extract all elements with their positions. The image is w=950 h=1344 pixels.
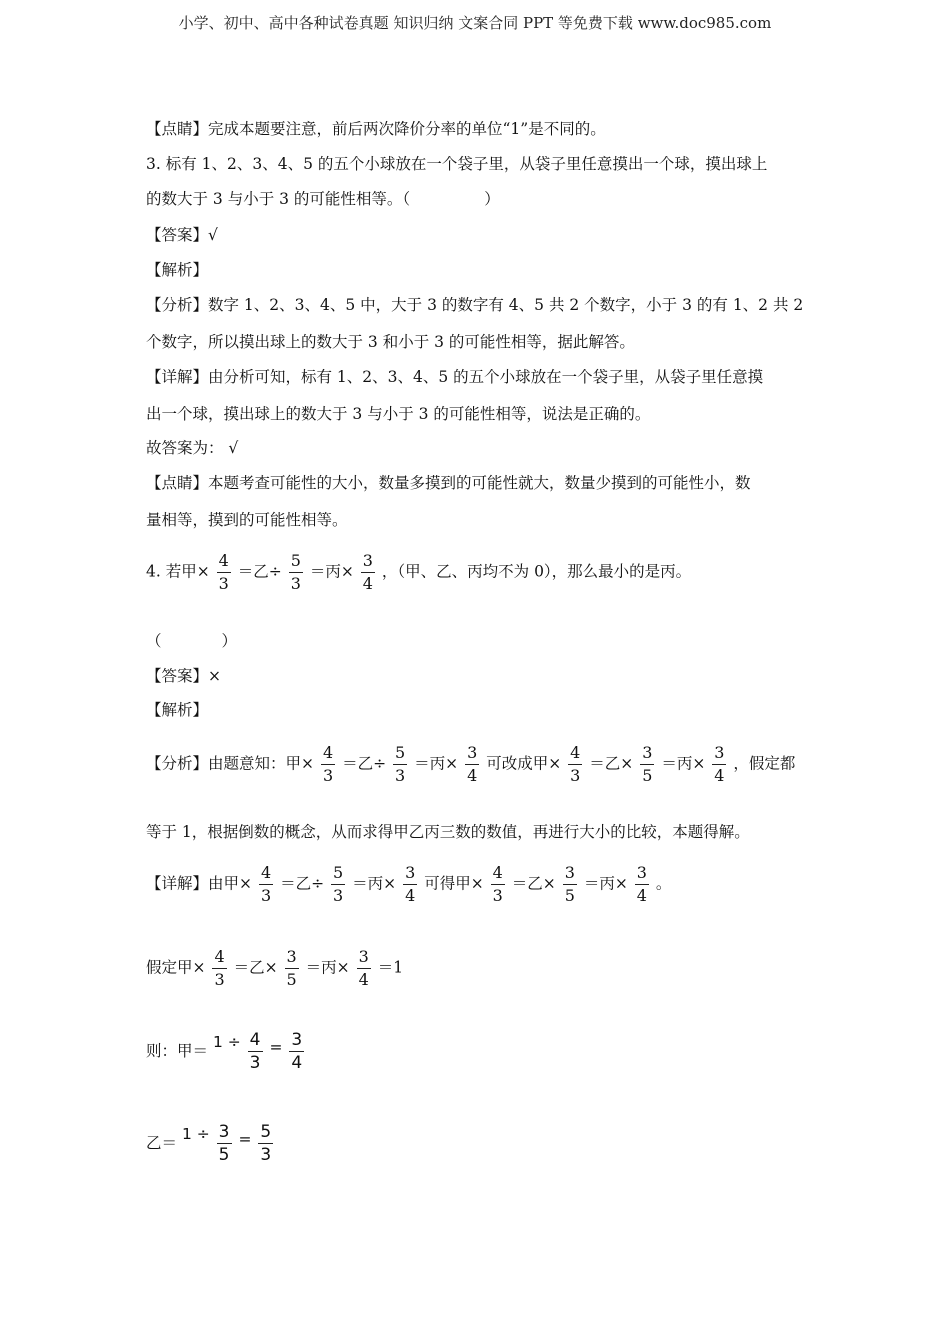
- fraction: $\frac{3}{4}$: [291, 1030, 303, 1073]
- fraction: $\frac{3}{4}$: [358, 947, 369, 989]
- question-3-line-1: 3. 标有 1、2、3、4、5 的五个小球放在一个袋子里，从袋子里任意摸出一个球，摸出球上: [146, 155, 768, 173]
- fraction: $\frac{3}{5}$: [286, 947, 297, 989]
- fraction: $\frac{5}{3}$: [260, 1122, 272, 1165]
- answer-3-final: 故答案为： √: [146, 439, 239, 457]
- analysis-4-line-2: 等于 1，根据倒数的概念，从而求得甲乙丙三数的数值，再进行大小的比较，本题得解。: [146, 823, 750, 841]
- fraction: $\frac{5}{3}$: [333, 863, 344, 905]
- fraction: $\frac{5}{3}$: [395, 743, 406, 785]
- fraction: $\frac{3}{5}$: [218, 1122, 230, 1165]
- tip-3-line-1: 【点睛】本题考查可能性的大小，数量多摸到的可能性就大，数量少摸到的可能性小，数: [146, 474, 751, 492]
- analysis-3-line-1: 【分析】数字 1、2、3、4、5 中，大于 3 的数字有 4、5 共 2 个数字，小于 3 的有 1、2 共 2: [146, 296, 804, 314]
- analysis-3-heading: 【解析】: [146, 261, 209, 279]
- answer-blank-close: ）: [484, 190, 500, 208]
- fraction: $\frac{4}{3}$: [322, 743, 334, 785]
- fraction: $\frac{3}{4}$: [636, 863, 647, 905]
- analysis-3-line-2: 个数字，所以摸出球上的数大于 3 和小于 3 的可能性相等，据此解答。: [146, 333, 635, 351]
- analysis-4-heading: 【解析】: [146, 701, 209, 719]
- detail-3-line-2: 出一个球，摸出球上的数大于 3 与小于 3 的可能性相等，说法是正确的。: [146, 405, 651, 423]
- fraction: $\frac{3}{4}$: [467, 743, 478, 785]
- answer-4-blank: （ ）: [146, 632, 238, 650]
- analysis-4-line-1: 【分析】由题意知：甲× $\frac{4}{3}$ ＝乙÷ $\frac{5}{3}$ ＝丙× $\frac{3}{4}$ 可改成甲× $\frac{4}{3}$ ＝乙× $\frac{3}{5}$ ＝丙× $\frac{3}{4}$ ，假定都: [146, 743, 796, 785]
- fraction: $\frac{4}{3}$: [214, 947, 225, 989]
- fraction: $\frac{4}{3}$: [249, 1030, 261, 1073]
- tip-3-line-2: 量相等，摸到的可能性相等。: [146, 511, 348, 529]
- answer-3: 【答案】√: [146, 226, 218, 244]
- fraction: $\frac{3}{5}$: [642, 743, 653, 785]
- assume-line: 假定甲× $\frac{4}{3}$ ＝乙× $\frac{3}{5}$ ＝丙× $\frac{3}{4}$ ＝1: [146, 947, 404, 989]
- detail-4-line: 【详解】由甲× $\frac{4}{3}$ ＝乙÷ $\frac{5}{3}$ ＝丙× $\frac{3}{4}$ 可得甲× $\frac{4}{3}$ ＝乙× $\frac{3}{5}$ ＝丙× $\frac{3}{4}$ 。: [146, 863, 672, 905]
- fraction: $\frac{3}{5}$: [564, 863, 575, 905]
- fraction: $\frac{4}{3}$: [570, 743, 581, 785]
- fraction: $\frac{3}{4}$: [362, 551, 373, 593]
- fraction: $\frac{4}{3}$: [260, 863, 272, 905]
- question-4-line: 4. 若甲× $\frac{4}{3}$ ＝乙÷ $\frac{5}{3}$ ＝丙× $\frac{3}{4}$ ，（甲、乙、丙均不为 0），那么最小的是丙。: [146, 551, 692, 593]
- fraction: $\frac{4}{3}$: [218, 551, 229, 593]
- fraction: $\frac{4}{3}$: [492, 863, 503, 905]
- jia-line: 则：甲＝ 1 ÷ $\frac{4}{3}$ = $\frac{3}{4}$: [146, 1030, 303, 1073]
- answer-4: 【答案】×: [146, 667, 221, 685]
- detail-3-line-1: 【详解】由分析可知，标有 1、2、3、4、5 的五个小球放在一个袋子里，从袋子里任意摸: [146, 368, 764, 386]
- fraction: $\frac{5}{3}$: [290, 551, 301, 593]
- yi-line: 乙＝ 1 ÷ $\frac{3}{5}$ = $\frac{5}{3}$: [146, 1122, 272, 1165]
- fraction: $\frac{3}{4}$: [714, 743, 725, 785]
- page-header: 小学、初中、高中各种试卷真题 知识归纳 文案合同 PPT 等免费下载 www.doc985.com: [178, 14, 772, 32]
- question-3-line-2: [146, 189, 500, 209]
- fraction: $\frac{3}{4}$: [405, 863, 416, 905]
- question-3-text: 的数大于 3 与小于 3 的可能性相等。（: [146, 190, 411, 208]
- tip-line: 【点睛】完成本题要注意，前后两次降价分率的单位“1”是不同的。: [146, 120, 606, 138]
